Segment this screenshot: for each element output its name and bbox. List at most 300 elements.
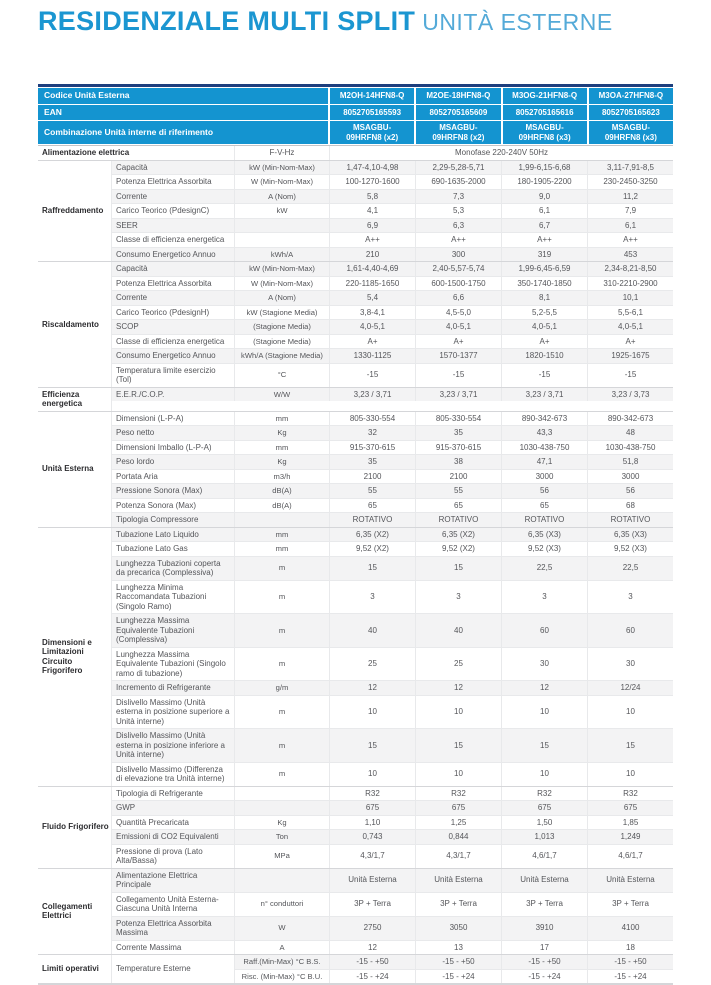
value-cell: 3 bbox=[330, 581, 416, 614]
table-section bbox=[38, 528, 673, 787]
value-cell: 15 bbox=[502, 729, 588, 762]
param-label: Carico Teorico (PdesignH) bbox=[112, 306, 235, 320]
table-row bbox=[112, 941, 673, 955]
param-label: Quantità Precaricata bbox=[112, 816, 235, 830]
param-label: Corrente bbox=[112, 190, 235, 204]
param-label: Incremento di Refrigerante bbox=[112, 681, 235, 695]
value-cell: Unità Esterna bbox=[330, 869, 416, 892]
unit-label bbox=[235, 233, 330, 247]
section-label: Riscaldamento bbox=[38, 262, 112, 387]
param-label: E.E.R./C.O.P. bbox=[112, 388, 235, 402]
unit-label: n° conduttori bbox=[235, 893, 330, 916]
table-row bbox=[112, 388, 673, 402]
value-cell: 210 bbox=[330, 248, 416, 262]
table-row bbox=[112, 219, 673, 234]
value-cell: 3P + Terra bbox=[416, 893, 502, 916]
header-value-cell: 8052705165609 bbox=[416, 105, 502, 121]
value-cell: -15 - +50 bbox=[330, 955, 416, 969]
section-rows bbox=[112, 412, 673, 527]
unit-label: kW (Min-Nom-Max) bbox=[235, 161, 330, 175]
table-top-strip bbox=[38, 84, 673, 87]
value-cell: R32 bbox=[330, 787, 416, 801]
value-cell: 12 bbox=[416, 681, 502, 695]
value-cell: 12 bbox=[330, 941, 416, 955]
table-row bbox=[112, 801, 673, 816]
value-cell: 1,013 bbox=[502, 830, 588, 844]
value-cell: 17 bbox=[502, 941, 588, 955]
value-cell: 3P + Terra bbox=[502, 893, 588, 916]
page-title-sub: UNITÀ ESTERNE bbox=[422, 9, 613, 35]
section-rows bbox=[112, 388, 673, 411]
table-row bbox=[112, 306, 673, 321]
value-cell: 6,7 bbox=[502, 219, 588, 233]
value-cell: ROTATIVO bbox=[416, 513, 502, 527]
param-label: GWP bbox=[112, 801, 235, 815]
value-cell: A++ bbox=[502, 233, 588, 247]
table-row bbox=[112, 349, 673, 364]
table-header-row bbox=[38, 121, 673, 144]
unit-label: mm bbox=[235, 441, 330, 455]
value-cell: 1,249 bbox=[620, 832, 641, 841]
unit-label: Risc. (Min-Max) °C B.U. bbox=[235, 970, 330, 984]
value-cell: 4,0-5,1 bbox=[618, 322, 643, 331]
value-cell: 220-1185-1650 bbox=[330, 277, 416, 291]
value-cell: 10,1 bbox=[622, 293, 639, 302]
param-label: Pressione di prova (Lato Alta/Bassa) bbox=[112, 845, 235, 868]
power-row-label: Alimentazione elettrica bbox=[38, 146, 235, 160]
value-cell: 3P + Terra bbox=[612, 899, 649, 909]
value-cell: 40 bbox=[416, 614, 502, 647]
value-cell: 13 bbox=[416, 941, 502, 955]
value-cell: A+ bbox=[416, 335, 502, 349]
value-cell: 675 bbox=[330, 801, 416, 815]
value-cell: 300 bbox=[416, 248, 502, 262]
value-cell: 3,23 / 3,71 bbox=[330, 388, 416, 402]
value-cell: 3,11-7,91-8,5 bbox=[607, 162, 654, 172]
value-cell: 7,9 bbox=[624, 206, 637, 215]
value-cell: 2100 bbox=[416, 470, 502, 484]
value-cell: 1030-438-750 bbox=[502, 441, 588, 455]
value-cell: 10 bbox=[416, 763, 502, 786]
unit-label: m bbox=[235, 763, 330, 786]
value-cell: -15 bbox=[416, 364, 502, 387]
header-value-cell: 8052705165616 bbox=[503, 105, 589, 121]
table-row bbox=[112, 412, 673, 427]
table-row bbox=[112, 648, 673, 682]
table-row bbox=[112, 845, 673, 868]
value-cell: 10 bbox=[502, 763, 588, 786]
value-cell: R32 bbox=[502, 787, 588, 801]
value-cell: A+ bbox=[625, 336, 636, 346]
param-label: Potenza Elettrica Assorbita Massima bbox=[112, 917, 235, 940]
table-row bbox=[112, 542, 673, 557]
value-cell: 6,35 (X2) bbox=[330, 528, 416, 542]
table-row bbox=[112, 204, 673, 219]
table-row bbox=[112, 893, 673, 917]
value-cell: 1,85 bbox=[622, 817, 639, 827]
spec-table bbox=[38, 84, 673, 985]
value-cell: 15 bbox=[330, 557, 416, 580]
table-row bbox=[112, 455, 673, 470]
table-section bbox=[38, 412, 673, 528]
param-label: Classe di efficienza energetica bbox=[112, 335, 235, 349]
value-cell: 6,1 bbox=[502, 204, 588, 218]
value-cell: 68 bbox=[626, 500, 635, 510]
header-value-cell: M2OE-18HFN8-Q bbox=[416, 88, 502, 104]
value-cell: A++ bbox=[623, 235, 638, 244]
table-row bbox=[112, 484, 673, 499]
value-cell: 3 bbox=[502, 581, 588, 614]
table-row bbox=[112, 335, 673, 350]
unit-label: m3/h bbox=[235, 470, 330, 484]
value-cell: -15 bbox=[624, 370, 637, 380]
table-header-row bbox=[38, 88, 673, 104]
param-label: Corrente bbox=[112, 291, 235, 305]
value-cell: 15 bbox=[416, 557, 502, 580]
value-cell: Unità Esterna bbox=[606, 875, 655, 885]
value-cell: 915-370-615 bbox=[416, 441, 502, 455]
value-cell: 2,29-5,28-5,71 bbox=[416, 161, 502, 175]
value-cell: A++ bbox=[416, 233, 502, 247]
value-cell: 1,99-6,15-6,68 bbox=[502, 161, 588, 175]
table-header-rows bbox=[38, 88, 673, 144]
value-cell: 6,1 bbox=[624, 220, 637, 230]
unit-label: m bbox=[235, 729, 330, 762]
unit-label bbox=[235, 801, 330, 815]
table-row bbox=[112, 787, 673, 802]
table-row bbox=[112, 426, 673, 441]
unit-label: m bbox=[235, 648, 330, 681]
value-cell: 805-330-554 bbox=[330, 412, 416, 426]
header-value-cell: M3OG-21HFN8-Q bbox=[503, 88, 589, 104]
value-cell: 55 bbox=[416, 484, 502, 498]
header-value-cell: MSAGBU-09HRFN8 (x3) bbox=[503, 121, 589, 144]
value-cell: 0,743 bbox=[330, 830, 416, 844]
table-section bbox=[38, 388, 673, 412]
value-cell: 9,52 (X2) bbox=[330, 542, 416, 556]
value-cell: A++ bbox=[330, 233, 416, 247]
unit-label: kW bbox=[235, 204, 330, 218]
section-rows bbox=[112, 161, 673, 262]
value-cell: 10 bbox=[330, 763, 416, 786]
param-label: Lunghezza Minima Raccomandata Tubazioni (Singolo Ramo) bbox=[112, 581, 235, 614]
value-cell: 22,5 bbox=[622, 563, 639, 573]
unit-label: Kg bbox=[235, 426, 330, 440]
value-cell: 310-2210-2900 bbox=[603, 278, 658, 288]
unit-label: mm bbox=[235, 412, 330, 426]
unit-label: W/W bbox=[235, 388, 330, 402]
value-cell: 3 bbox=[416, 581, 502, 614]
value-cell: 3 bbox=[628, 592, 633, 601]
value-cell: 600-1500-1750 bbox=[416, 277, 502, 291]
page-title-main: RESIDENZIALE MULTI SPLIT bbox=[38, 6, 416, 36]
unit-label: W (Min-Nom-Max) bbox=[235, 175, 330, 189]
value-cell: 4,0-5,1 bbox=[416, 320, 502, 334]
value-cell: 10 bbox=[626, 769, 635, 779]
value-cell: 1330-1125 bbox=[330, 349, 416, 363]
value-cell: 12/24 bbox=[620, 683, 641, 692]
value-cell: 6,35 (X3) bbox=[502, 528, 588, 542]
unit-label: mm bbox=[235, 528, 330, 542]
value-cell: 1925-1675 bbox=[611, 351, 650, 360]
value-cell: 6,9 bbox=[330, 219, 416, 233]
table-row bbox=[112, 320, 673, 335]
section-rows bbox=[112, 869, 673, 955]
value-cell: 675 bbox=[623, 803, 638, 812]
value-cell: 4,0-5,1 bbox=[330, 320, 416, 334]
value-cell: 5,3 bbox=[416, 204, 502, 218]
value-cell: 35 bbox=[330, 455, 416, 469]
value-cell: 60 bbox=[502, 614, 588, 647]
value-cell: 6,35 (X2) bbox=[416, 528, 502, 542]
value-cell: 890-342-673 bbox=[607, 413, 654, 423]
value-cell: 5,4 bbox=[330, 291, 416, 305]
value-cell: Unità Esterna bbox=[502, 869, 588, 892]
header-value-cell: MSAGBU-09HRFN8 (x2) bbox=[416, 121, 502, 144]
param-label: Consumo Energetico Annuo bbox=[112, 349, 235, 363]
unit-label: kW (Min-Nom-Max) bbox=[235, 262, 330, 276]
power-row-value: Monofase 220-240V 50Hz bbox=[455, 148, 548, 157]
unit-label: Raff.(Min-Max) °C B.S. bbox=[235, 955, 330, 969]
table-body bbox=[38, 145, 673, 985]
table-row bbox=[112, 513, 673, 527]
value-cell: 40 bbox=[330, 614, 416, 647]
table-row bbox=[112, 161, 673, 176]
value-cell: -15 - +24 bbox=[614, 971, 647, 981]
value-cell: 3050 bbox=[416, 917, 502, 940]
header-value-cell: M3OA-27HFN8-Q bbox=[598, 91, 664, 100]
param-label: Capacità bbox=[112, 262, 235, 276]
value-cell: 1570-1377 bbox=[416, 349, 502, 363]
param-label: Tipologia Compressore bbox=[112, 513, 235, 527]
value-cell: 2100 bbox=[330, 470, 416, 484]
table-row bbox=[112, 581, 673, 615]
value-cell: -15 - +24 bbox=[330, 970, 416, 984]
unit-label: m bbox=[235, 696, 330, 729]
value-cell: 10 bbox=[626, 707, 635, 716]
header-value-cell: 8052705165593 bbox=[330, 105, 416, 121]
value-cell: A+ bbox=[330, 335, 416, 349]
value-cell: ROTATIVO bbox=[610, 515, 651, 524]
value-cell: 10 bbox=[416, 696, 502, 729]
unit-label: Kg bbox=[235, 816, 330, 830]
power-supply-row bbox=[38, 146, 673, 161]
value-cell: 15 bbox=[416, 729, 502, 762]
value-cell: 18 bbox=[626, 942, 635, 952]
value-cell: 1,61-4,40-4,69 bbox=[330, 262, 416, 276]
value-cell: 2750 bbox=[330, 917, 416, 940]
value-cell: -15 - +50 bbox=[502, 955, 588, 969]
value-cell: 60 bbox=[626, 625, 635, 635]
value-cell: 25 bbox=[416, 648, 502, 681]
section-label: Efficienza energetica bbox=[38, 388, 112, 411]
table-row bbox=[112, 441, 673, 456]
unit-label: dB(A) bbox=[235, 499, 330, 513]
section-rows bbox=[112, 528, 673, 786]
merged-param-group bbox=[112, 955, 673, 983]
value-cell: 11,2 bbox=[623, 191, 638, 201]
header-value-cell: MSAGBU-09HRFN8 (x2) bbox=[330, 121, 416, 144]
value-cell: A+ bbox=[502, 335, 588, 349]
unit-label: mm bbox=[235, 542, 330, 556]
merged-sub-rows bbox=[235, 955, 673, 983]
value-cell: 51,8 bbox=[622, 457, 639, 466]
table-row bbox=[235, 970, 673, 984]
value-cell: 32 bbox=[330, 426, 416, 440]
param-label: Lunghezza Massima Equivalente Tubazioni (Complessiva) bbox=[112, 614, 235, 647]
value-cell: 6,35 (X3) bbox=[614, 529, 647, 539]
unit-label: m bbox=[235, 614, 330, 647]
table-section bbox=[38, 262, 673, 388]
value-cell: 15 bbox=[626, 740, 635, 750]
header-row-label: Codice Unità Esterna bbox=[38, 88, 330, 104]
value-cell: -15 - +24 bbox=[502, 970, 588, 984]
section-label: Limiti operativi bbox=[38, 955, 112, 983]
value-cell: 675 bbox=[416, 801, 502, 815]
unit-label: A (Nom) bbox=[235, 190, 330, 204]
table-header-row bbox=[38, 105, 673, 121]
value-cell: 319 bbox=[502, 248, 588, 262]
value-cell: 180-1905-2200 bbox=[502, 175, 588, 189]
unit-label: MPa bbox=[235, 845, 330, 868]
value-cell: 8,1 bbox=[502, 291, 588, 305]
value-cell: 4,0-5,1 bbox=[502, 320, 588, 334]
param-label: Collegamento Unità Esterna-Ciascuna Unità Interna bbox=[112, 893, 235, 916]
value-cell: 805-330-554 bbox=[416, 412, 502, 426]
value-cell: 47,1 bbox=[502, 455, 588, 469]
value-cell: 6,6 bbox=[416, 291, 502, 305]
param-label: SCOP bbox=[112, 320, 235, 334]
value-cell: 100-1270-1600 bbox=[330, 175, 416, 189]
value-cell: 30 bbox=[502, 648, 588, 681]
table-row bbox=[112, 681, 673, 696]
unit-label: Ton bbox=[235, 830, 330, 844]
table-section bbox=[38, 955, 673, 984]
unit-label: °C bbox=[235, 364, 330, 387]
value-cell: 43,3 bbox=[502, 426, 588, 440]
section-label: Dimensioni e Limitazioni Circuito Frigorifero bbox=[38, 528, 112, 786]
unit-label: A bbox=[235, 941, 330, 955]
value-cell: 9,52 (X3) bbox=[502, 542, 588, 556]
table-row bbox=[112, 470, 673, 485]
param-label: Capacità bbox=[112, 161, 235, 175]
value-cell: 25 bbox=[330, 648, 416, 681]
table-row bbox=[112, 291, 673, 306]
section-label: Fluido Frigorifero bbox=[38, 787, 112, 868]
table-row bbox=[112, 262, 673, 277]
value-cell: 3P + Terra bbox=[330, 893, 416, 916]
value-cell: ROTATIVO bbox=[330, 513, 416, 527]
unit-label bbox=[235, 787, 330, 801]
value-cell: 9,52 (X3) bbox=[614, 544, 647, 553]
value-cell: 5,5-6,1 bbox=[618, 307, 643, 317]
value-cell: 1,47-4,10-4,98 bbox=[330, 161, 416, 175]
table-row bbox=[235, 955, 673, 970]
value-cell: -15 bbox=[502, 364, 588, 387]
unit-label: g/m bbox=[235, 681, 330, 695]
param-label: Dislivello Massimo (Unità esterna in posizione superiore a Unità interne) bbox=[112, 696, 235, 729]
param-label: Peso netto bbox=[112, 426, 235, 440]
value-cell: 7,3 bbox=[416, 190, 502, 204]
table-row bbox=[112, 763, 673, 786]
table-row bbox=[112, 830, 673, 845]
unit-label: Kg bbox=[235, 455, 330, 469]
value-cell: 1820-1510 bbox=[502, 349, 588, 363]
section-label: Collegamenti Elettrici bbox=[38, 869, 112, 955]
value-cell: 2,40-5,57-5,74 bbox=[416, 262, 502, 276]
value-cell: 350-1740-1850 bbox=[502, 277, 588, 291]
page-title bbox=[38, 6, 613, 37]
value-cell: 56 bbox=[626, 486, 635, 495]
header-value-cell: M2OH-14HFN8-Q bbox=[330, 88, 416, 104]
value-cell: 890-342-673 bbox=[502, 412, 588, 426]
table-row bbox=[112, 917, 673, 941]
value-cell: 6,3 bbox=[416, 219, 502, 233]
value-cell: 2,34-8,21-8,50 bbox=[604, 264, 657, 273]
param-label: Temperature Esterne bbox=[112, 955, 235, 983]
value-cell: 4100 bbox=[621, 923, 640, 933]
value-cell: 1,50 bbox=[502, 816, 588, 830]
param-label: Tipologia di Refrigerante bbox=[112, 787, 235, 801]
value-cell: R32 bbox=[416, 787, 502, 801]
value-cell: 3,23 / 3,71 bbox=[416, 388, 502, 402]
value-cell: 12 bbox=[502, 681, 588, 695]
table-row bbox=[112, 277, 673, 292]
power-row-unit: F-V-Hz bbox=[235, 146, 330, 160]
param-label: Pressione Sonora (Max) bbox=[112, 484, 235, 498]
header-value-cell: 8052705165623 bbox=[601, 107, 660, 117]
value-cell: 915-370-615 bbox=[330, 441, 416, 455]
table-row bbox=[112, 175, 673, 190]
value-cell: -15 - +50 bbox=[614, 957, 647, 966]
value-cell: 1,25 bbox=[416, 816, 502, 830]
table-row bbox=[112, 248, 673, 262]
param-label: Corrente Massima bbox=[112, 941, 235, 955]
section-rows bbox=[112, 955, 673, 983]
value-cell: 10 bbox=[330, 696, 416, 729]
value-cell: ROTATIVO bbox=[502, 513, 588, 527]
value-cell: 65 bbox=[330, 499, 416, 513]
value-cell: 3,23 / 3,73 bbox=[611, 389, 650, 399]
value-cell: R32 bbox=[623, 788, 638, 798]
unit-label bbox=[235, 219, 330, 233]
table-row bbox=[112, 614, 673, 648]
table-row bbox=[112, 729, 673, 763]
unit-label: kW (Stagione Media) bbox=[235, 306, 330, 320]
param-label: Lunghezza Massima Equivalente Tubazioni (Singolo ramo di tubazione) bbox=[112, 648, 235, 681]
section-label: Unità Esterna bbox=[38, 412, 112, 527]
value-cell: Unità Esterna bbox=[416, 869, 502, 892]
value-cell: -15 - +50 bbox=[416, 955, 502, 969]
value-cell: -15 bbox=[330, 364, 416, 387]
param-label: Temperatura limite esercizio (Tol) bbox=[112, 364, 235, 387]
value-cell: 12 bbox=[330, 681, 416, 695]
table-row bbox=[112, 816, 673, 831]
header-row-label: EAN bbox=[38, 105, 330, 121]
value-cell: 65 bbox=[502, 499, 588, 513]
unit-label: (Stagione Media) bbox=[235, 335, 330, 349]
param-label: Emissioni di CO2 Equivalenti bbox=[112, 830, 235, 844]
table-row bbox=[112, 190, 673, 205]
value-cell: 4,5-5,0 bbox=[416, 306, 502, 320]
value-cell: 0,844 bbox=[416, 830, 502, 844]
table-row bbox=[112, 499, 673, 514]
param-label: SEER bbox=[112, 219, 235, 233]
unit-label bbox=[235, 513, 330, 527]
unit-label: (Stagione Media) bbox=[235, 320, 330, 334]
value-cell: 48 bbox=[626, 428, 635, 437]
param-label: Dimensioni (L-P-A) bbox=[112, 412, 235, 426]
